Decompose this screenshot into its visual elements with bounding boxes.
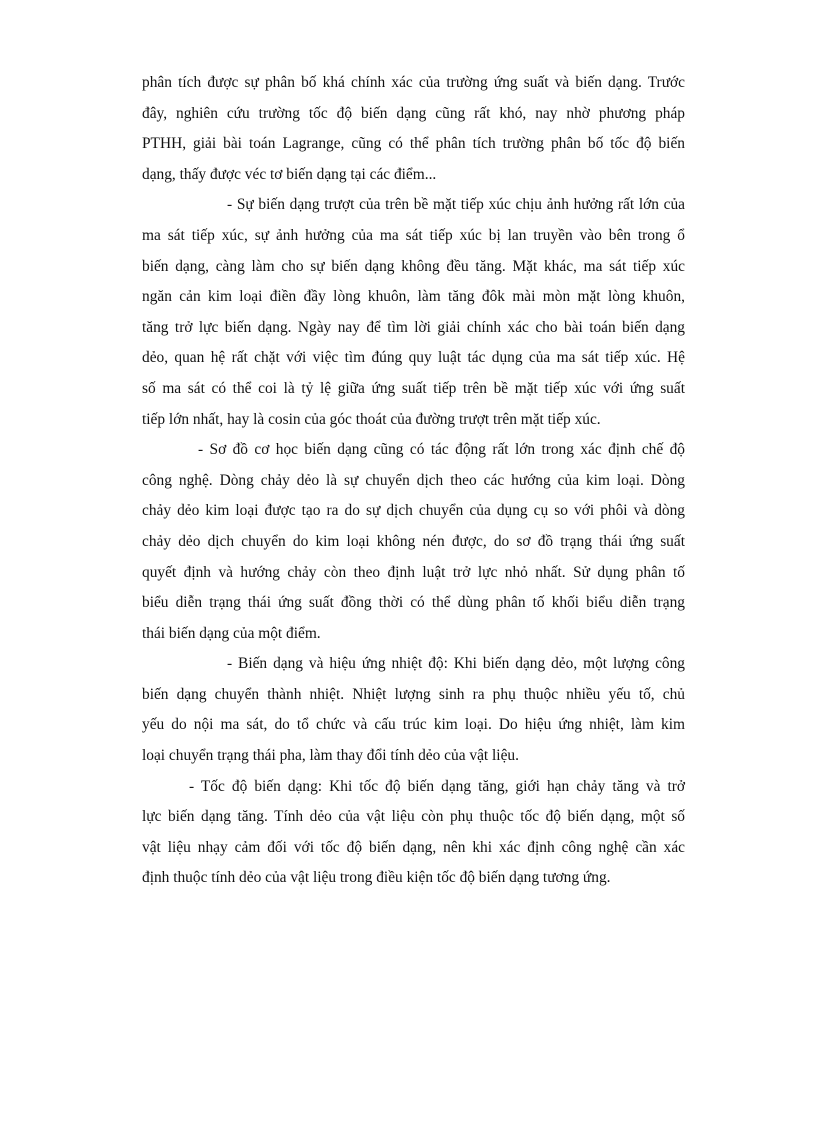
text-line: vật liệu nhạy cảm đối với tốc độ biến dạng, nên khi xác định công nghệ cần xác — [142, 838, 685, 856]
text-line: ngăn cản kim loại điền đầy lòng khuôn, làm tăng đôk mài mòn mặt lòng khuôn, — [142, 288, 685, 306]
text-line: số ma sát có thể coi là tỷ lệ giữa ứng suất tiếp trên bề mặt tiếp xúc với ứng suất — [142, 379, 685, 397]
text-line: đây, nghiên cứu trường tốc độ biến dạng cũng rất khó, nay nhờ phương pháp — [142, 104, 685, 122]
text-line: biểu diễn trạng thái ứng suất đồng thời có thể dùng phân tố khối biểu diễn trạng — [142, 594, 685, 612]
text-line: lực biến dạng tăng. Tính dẻo của vật liệu còn phụ thuộc tốc độ biến dạng, một số — [142, 808, 685, 826]
text-line: thái biến dạng của một điểm. — [142, 624, 321, 642]
text-line: ma sát tiếp xúc, sự ảnh hưởng của ma sát tiếp xúc bị lan truyền vào bên trong ổ — [142, 226, 685, 244]
text-line: - Sự biến dạng trượt của trên bề mặt tiếp xúc chịu ảnh hưởng rất lớn của — [227, 196, 685, 214]
text-line: chảy dẻo dịch chuyển do kim loại không nén được, do sơ đồ trạng thái ứng suất — [142, 532, 685, 550]
text-line: phân tích được sự phân bố khá chính xác của trường ứng suất và biến dạng. Trước — [142, 74, 685, 91]
paragraph-stress-analysis — [142, 68, 685, 190]
text-line: - Sơ đồ cơ học biến dạng cũng có tác động rất lớn trong xác định chế độ — [198, 441, 685, 459]
page-body — [142, 68, 685, 894]
paragraph-deformation-scheme — [142, 435, 685, 649]
text-line: tăng trở lực biến dạng. Ngày nay để tìm lời giải chính xác cho bài toán biến dạng — [142, 318, 685, 336]
text-line: yếu do nội ma sát, do tổ chức và cấu trúc kim loại. Do hiệu ứng nhiệt, làm kim — [142, 716, 685, 734]
text-line: quyết định và hướng chảy còn theo định luật trở lực nhỏ nhất. Sử dụng phân tố — [142, 563, 685, 581]
text-line: PTHH, giải bài toán Lagrange, cũng có thể phân tích trường phân bố tốc độ biến — [142, 135, 685, 153]
paragraph-thermal-effect — [142, 649, 685, 771]
text-line: loại chuyển trạng thái pha, làm thay đổi tính dẻo của vật liệu. — [142, 747, 519, 765]
text-line: biến dạng chuyển thành nhiệt. Nhiệt lượng sinh ra phụ thuộc nhiều yếu tố, chủ — [142, 685, 685, 703]
text-line: dạng, thấy được véc tơ biến dạng tại các điểm... — [142, 165, 437, 183]
text-line: định thuộc tính dẻo của vật liệu trong điều kiện tốc độ biến dạng tương ứng. — [142, 869, 611, 887]
text-line: - Biến dạng và hiệu ứng nhiệt độ: Khi biến dạng dẻo, một lượng công — [227, 655, 685, 673]
text-line: dẻo, quan hệ rất chặt với việc tìm đúng quy luật tác dụng của ma sát tiếp xúc. Hệ — [142, 349, 685, 367]
text-line: - Tốc độ biến dạng: Khi tốc độ biến dạng tăng, giới hạn chảy tăng và trở — [189, 777, 685, 795]
text-line: công nghệ. Dòng chảy dẻo là sự chuyển dịch theo các hướng của kim loại. Dòng — [142, 471, 685, 489]
paragraph-contact-friction — [142, 190, 685, 435]
text-line: tiếp lớn nhất, hay là cosin của góc thoát của đường trượt trên mặt tiếp xúc. — [142, 410, 601, 428]
paragraph-strain-rate — [142, 772, 685, 894]
text-line: chảy dẻo kim loại được tạo ra do sự dịch chuyển của dụng cụ so với phôi và dòng — [142, 502, 685, 520]
text-line: biến dạng, càng làm cho sự biến dạng không đều tăng. Mặt khác, ma sát tiếp xúc — [142, 257, 685, 275]
